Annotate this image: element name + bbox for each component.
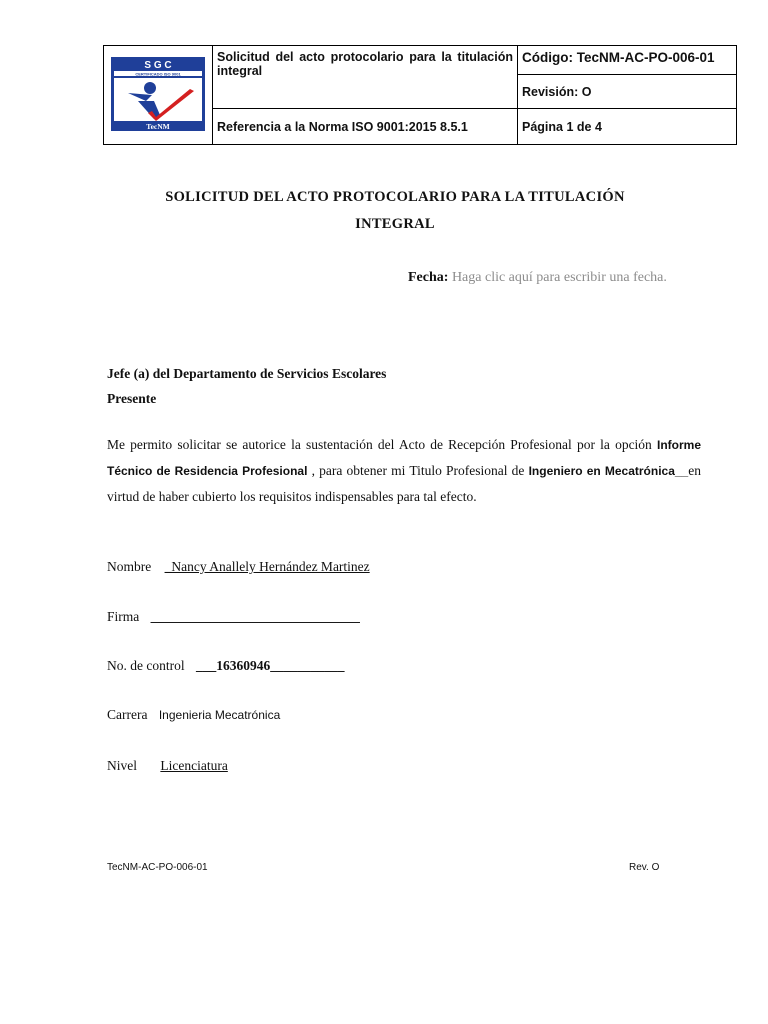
control-number-field[interactable]: ___16360946___________ [195, 658, 345, 673]
header-revision: Revisión: O [518, 75, 737, 109]
document-header-table [103, 45, 737, 145]
logo-cert-text: CERTIFICADO ISO 9001 [135, 70, 181, 76]
level-label: Nivel [107, 758, 137, 773]
name-row [107, 559, 370, 575]
career-field[interactable]: Ingenieria Mecatrónica [158, 708, 281, 722]
logo-cell [104, 46, 213, 145]
logo-sgc-text: S G C [144, 59, 172, 71]
body-text-part3: en virtud de haber cubierto los requisitos indispensables para tal efecto. [107, 463, 701, 504]
name-field[interactable]: _Nancy Anallely Hernández Martinez [164, 559, 370, 574]
document-title-line1: SOLICITUD DEL ACTO PROTOCOLARIO PARA LA TITULACIÓN [165, 189, 625, 205]
date-picker-field[interactable]: Haga clic aquí para escribir una fecha. [451, 270, 667, 285]
career-label: Carrera [107, 707, 148, 722]
header-code: Código: TecNM-AC-PO-006-01 [518, 46, 737, 75]
name-label: Nombre [107, 559, 152, 574]
body-text-part2: , para obtener mi Titulo Profesional de [307, 463, 529, 478]
date-label: Fecha: [408, 270, 449, 285]
footer-code: TecNM-AC-PO-006-01 [107, 862, 208, 873]
level-field[interactable]: Licenciatura [160, 758, 228, 773]
document-title [130, 184, 660, 238]
date-row [408, 270, 667, 286]
body-text-part1: Me permito solicitar se autorice la sustentación del Acto de Recepción Profesional por la opción [107, 437, 657, 452]
request-paragraph [107, 432, 701, 510]
header-page: Página 1 de 4 [518, 109, 737, 145]
control-label: No. de control [107, 658, 185, 673]
header-title: Solicitud del acto protocolario para la titulación integral [213, 46, 518, 109]
footer-revision: Rev. O [629, 862, 660, 873]
document-title-line2: INTEGRAL [355, 216, 435, 232]
level-row [107, 758, 228, 774]
career-row [107, 707, 280, 723]
titling-option-field[interactable]: Informe Técnico de Residencia Profesional [107, 438, 701, 478]
signature-row [107, 609, 360, 625]
signature-line[interactable]: _______________________________ [150, 609, 360, 624]
logo-tecnm-text: TecNM [146, 121, 170, 131]
control-row [107, 658, 344, 674]
degree-field[interactable]: Ingeniero en Mecatrónica__ [528, 464, 689, 478]
sgc-tecnm-logo [108, 55, 208, 133]
addressee-block [107, 361, 386, 411]
addressee-department: Jefe (a) del Departamento de Servicios Escolares [107, 366, 387, 381]
signature-label: Firma [107, 609, 140, 624]
addressee-presente: Presente [107, 391, 157, 406]
header-reference: Referencia a la Norma ISO 9001:2015 8.5.1 [213, 109, 518, 145]
